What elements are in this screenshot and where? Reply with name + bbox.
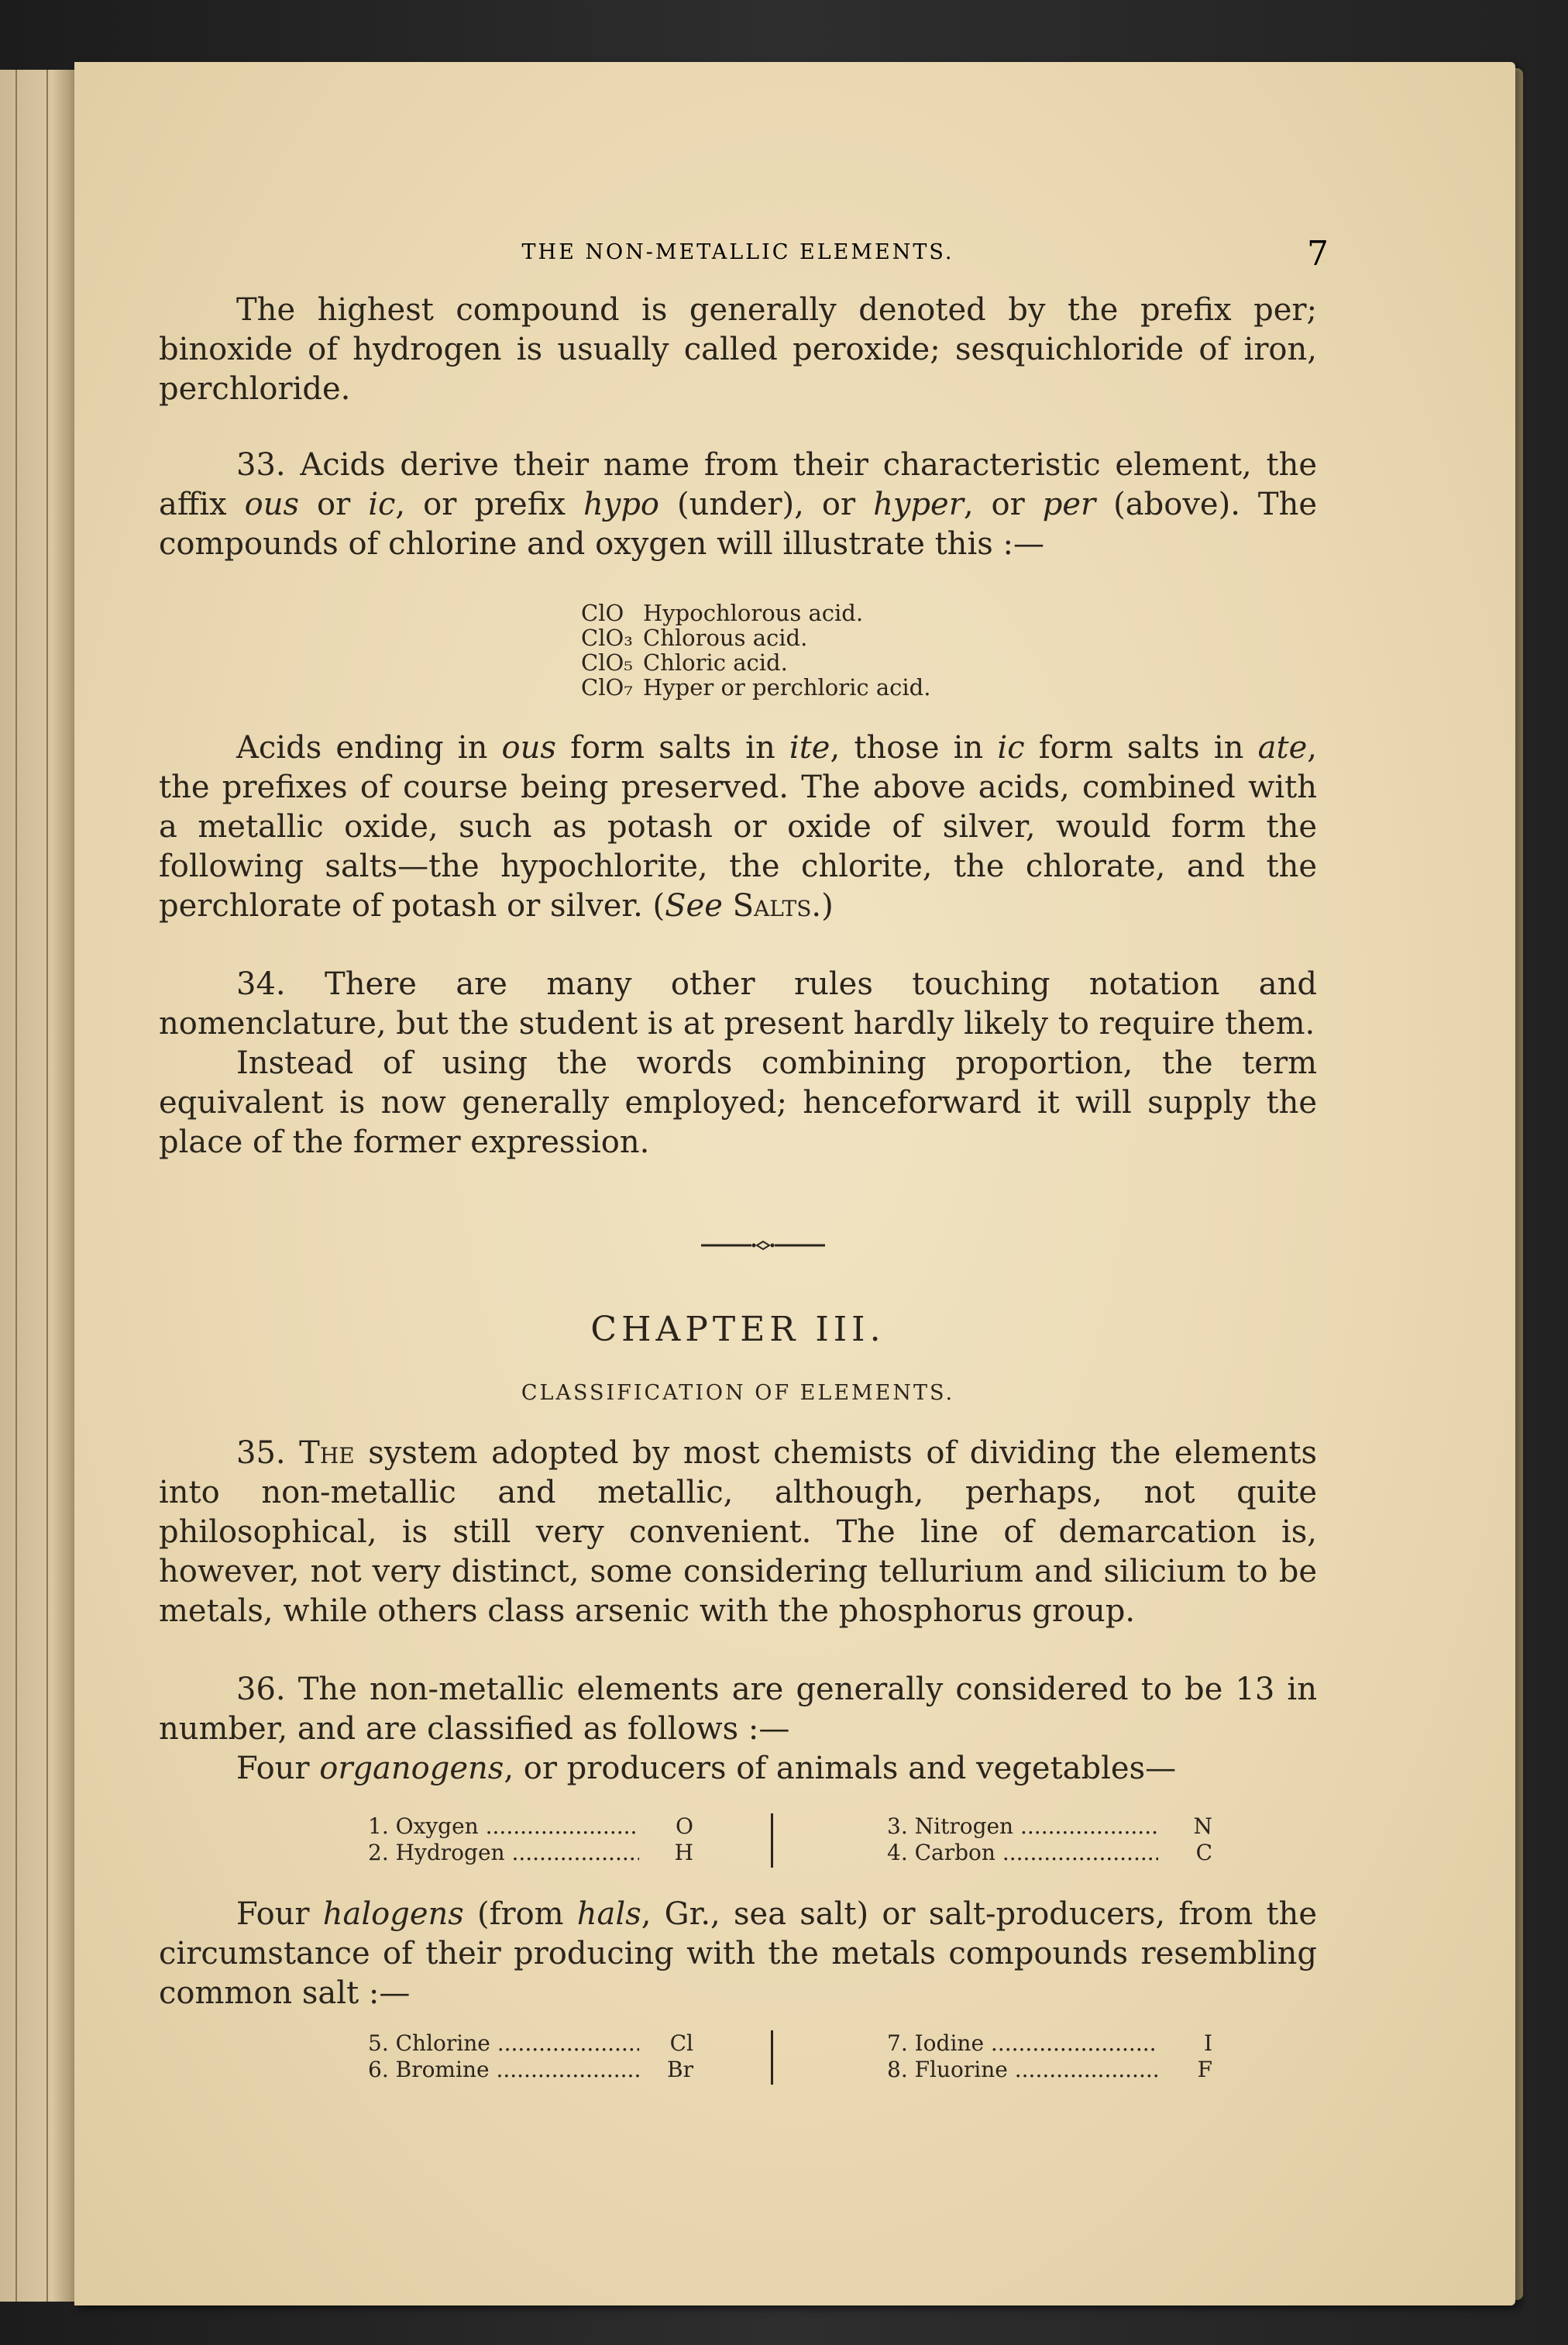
section-number: 35. (236, 1435, 286, 1471)
emphasis: per (1042, 487, 1096, 522)
section-36 (159, 1670, 1317, 1789)
paragraph-34: 34. There are many other rules touching notation and nomenclature, but the student is at present hardly likely to require them. (159, 966, 1317, 1042)
element-row (368, 2057, 693, 2083)
column-divider (771, 1813, 773, 1868)
element-column (887, 1813, 1212, 1866)
page-edge-line (46, 70, 48, 2302)
emphasis: organogens (319, 1751, 504, 1786)
text-run: Acids derive their name from their characteristic element, the affix (159, 447, 1318, 522)
text-run: ) (821, 888, 834, 924)
section-35 (159, 1434, 1317, 1631)
emphasis: ic (368, 487, 396, 522)
formula: ClO₅ (581, 649, 633, 676)
acid-name: Hypochlorous acid. (643, 600, 864, 626)
emphasis: ous (501, 730, 556, 766)
emphasis: hypo (583, 487, 660, 522)
paragraph-33 (159, 446, 1317, 564)
element-name: 4. Carbon ..... (887, 1840, 1158, 1866)
text-run: , or producers of animals and vegetables— (504, 1751, 1177, 1786)
element-row (887, 1813, 1212, 1840)
element-name: 6. Bromine ..... (368, 2057, 639, 2083)
emphasis: hals (576, 1896, 641, 1932)
text-run: , or prefix (395, 487, 566, 522)
formula-row (581, 675, 930, 700)
text-run: form salts in (570, 730, 775, 766)
element-name: 1. Oxygen ..... (368, 1813, 639, 1840)
section-33 (159, 446, 1317, 564)
formula-row (581, 625, 930, 650)
text-run: , or (963, 487, 1025, 522)
running-head (159, 232, 1329, 274)
element-row (368, 1840, 693, 1866)
column-divider (771, 2030, 773, 2085)
element-column (887, 2030, 1212, 2083)
halogens-intro (159, 1895, 1317, 2013)
text-run: system adopted by most chemists of dividing the elements into non-metallic and metallic, although, perhaps, not quite philosophical, is still very convenient. The line of demarcation is, however, not very distinct, some considering tellurium and silicium to be metals, while others class arsenic with the phosphorus group. (159, 1435, 1317, 1629)
element-symbol: I (1203, 2030, 1212, 2056)
element-row (887, 2057, 1212, 2083)
section-ornament (701, 1240, 825, 1251)
lead-word: The (299, 1435, 355, 1471)
text-run: , the prefixes of course being preserved. The above acids, combined with a metallic oxide, such as potash or oxide of silver, would form the following salts—the hypochlorite, the chlorite, the chlorate, and the perchlorate of potash or silver. ( (159, 730, 1317, 924)
element-column (368, 2030, 693, 2083)
facing-page-edge (0, 70, 77, 2302)
element-symbol: Br (667, 2057, 693, 2082)
text-run: (above). The compounds of chlorine and oxygen will illustrate this :— (159, 487, 1318, 562)
element-symbol: H (674, 1840, 693, 1865)
text-run: (from (477, 1896, 564, 1932)
paragraph-35 (159, 1434, 1317, 1631)
element-name: 7. Iodine ..... (887, 2030, 1158, 2057)
element-symbol: O (676, 1813, 693, 1839)
formula: ClO₇ (581, 674, 633, 701)
element-name: 3. Nitrogen ..... (887, 1813, 1158, 1840)
element-symbol: C (1195, 1840, 1212, 1865)
section-number: 33. (236, 447, 286, 483)
emphasis: ic (997, 730, 1025, 766)
element-name: 2. Hydrogen ..... (368, 1840, 639, 1866)
emphasis: ite (789, 730, 830, 766)
paragraph-equivalent: Instead of using the words combining proportion, the term equivalent is now generally employed; henceforward it will supply the place of the former expression. (159, 1045, 1317, 1160)
cross-reference: Salts. (732, 888, 822, 924)
acids-paragraph (159, 728, 1317, 926)
running-title: THE NON-METALLIC ELEMENTS. (521, 240, 954, 264)
text-run: Four (236, 1751, 310, 1786)
paragraph-intro: The highest compound is generally denoted by the prefix per; binoxide of hydrogen is usually called peroxide; sesquichloride of iron, perchloride. (159, 292, 1317, 407)
formula-row (581, 650, 930, 675)
element-name: 5. Chlorine ..... (368, 2030, 639, 2057)
element-symbol: F (1197, 2057, 1212, 2082)
element-row (368, 2030, 693, 2057)
element-name: 8. Fluorine ..... (887, 2057, 1158, 2083)
formula-row (581, 601, 930, 625)
emphasis: halogens (322, 1896, 464, 1932)
emphasis: hyper (873, 487, 964, 522)
element-symbol: Cl (669, 2030, 693, 2056)
emphasis: ous (244, 487, 299, 522)
element-row (368, 1813, 693, 1840)
paragraph-acids (159, 728, 1317, 926)
text-run: or (317, 487, 351, 522)
acid-name: Chlorous acid. (643, 625, 808, 651)
element-column (368, 1813, 693, 1866)
page-number: 7 (1307, 234, 1329, 274)
text-run: form salts in (1038, 730, 1244, 766)
acid-name: Chloric acid. (643, 649, 788, 676)
chlorine-acid-list (581, 601, 930, 700)
element-symbol: N (1193, 1813, 1212, 1839)
paragraph-36: 36. The non-metallic elements are generally considered to be 13 in number, and are classified as follows :— (159, 1672, 1317, 1747)
halogens-paragraph (159, 1895, 1317, 2013)
emphasis: ate (1257, 730, 1308, 766)
emphasis: See (665, 888, 723, 924)
text-run: Four (236, 1896, 310, 1932)
text-run: , those in (830, 730, 984, 766)
organogens-intro (159, 1749, 1317, 1789)
text-run: (under), or (677, 487, 856, 522)
chapter-title: CHAPTER III. (590, 1310, 885, 1349)
acid-name: Hyper or perchloric acid. (643, 674, 931, 701)
chapter-subtitle: CLASSIFICATION OF ELEMENTS. (521, 1381, 955, 1405)
page-edge-line (15, 70, 17, 2302)
element-row (887, 1840, 1212, 1866)
element-row (887, 2030, 1212, 2057)
section-34 (159, 965, 1317, 1162)
intro-paragraph (159, 291, 1317, 409)
text-run: , Gr., sea salt) or salt-producers, from the circumstance of their producing with the metals compounds resembling common salt :— (159, 1896, 1317, 2011)
text-run: Acids ending in (236, 730, 488, 766)
formula: ClO (581, 600, 624, 626)
formula: ClO₃ (581, 625, 633, 651)
